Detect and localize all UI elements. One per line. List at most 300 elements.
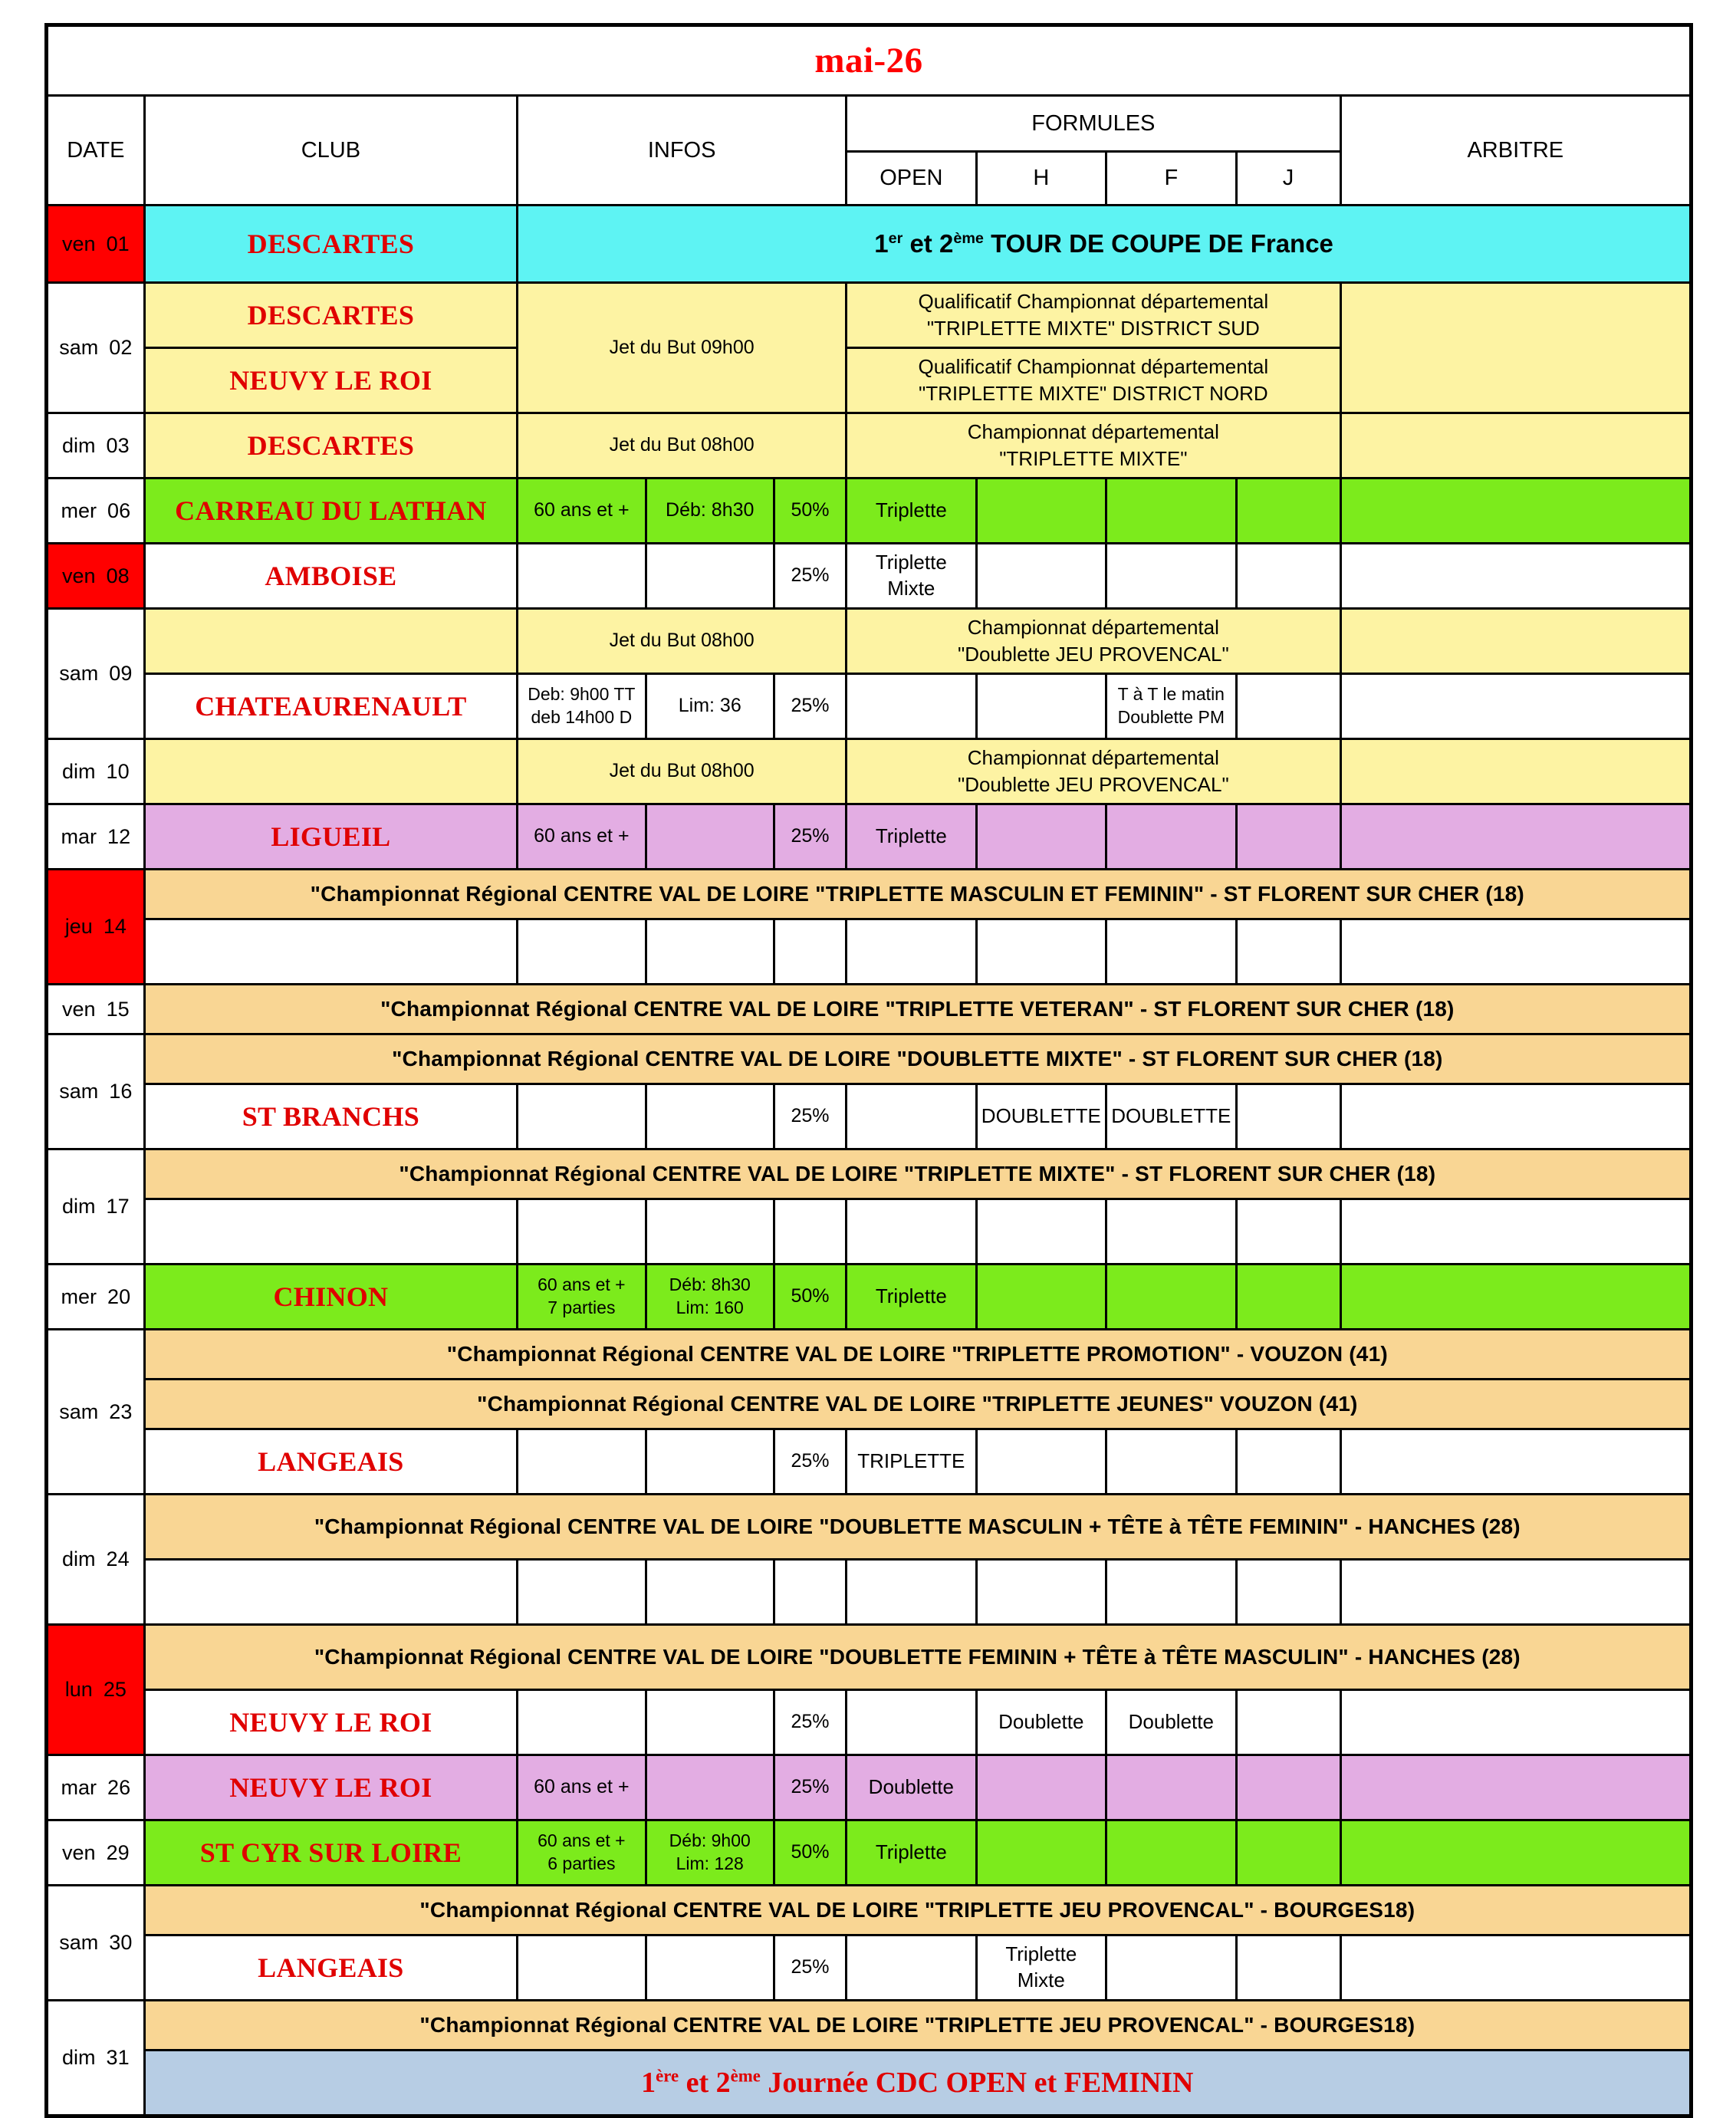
formule-text: Triplette — [875, 824, 947, 848]
formule-j-cell — [1236, 674, 1340, 739]
date-number: 08 — [106, 564, 130, 587]
date-number: 14 — [103, 915, 127, 938]
infos-start-cell — [646, 1935, 774, 2001]
club-label: LANGEAIS — [258, 1952, 404, 1983]
table-row — [47, 283, 1692, 348]
table-row — [47, 1199, 1692, 1265]
arbitre-cell — [1340, 1429, 1691, 1495]
infos-start-cell — [646, 919, 774, 985]
dept-championship-cell — [847, 413, 1340, 479]
date-number: 03 — [106, 433, 130, 457]
formule-j-cell — [1236, 804, 1340, 870]
formule-open-cell — [847, 544, 976, 609]
date-cell-26 — [47, 1755, 145, 1820]
infos-cell — [518, 413, 847, 479]
cdc-banner — [144, 2051, 1691, 2116]
info-text: 25% — [791, 1711, 830, 1733]
date-weekday: dim — [62, 1547, 96, 1570]
col-header-open: OPEN — [847, 152, 976, 206]
info-line2: Lim: 160 — [676, 1297, 744, 1317]
infos-start-cell — [646, 1265, 774, 1330]
date-weekday: mer — [61, 1284, 97, 1308]
date-cell-23 — [47, 1330, 145, 1495]
formule-h-cell — [976, 1755, 1106, 1820]
formule-text: Triplette — [875, 498, 947, 522]
formule-j-cell — [1236, 1755, 1340, 1820]
date-number: 25 — [103, 1678, 127, 1701]
coupe-de-france-banner — [518, 206, 1692, 283]
club-label: AMBOISE — [265, 561, 397, 591]
club-cell — [144, 1755, 518, 1820]
table-row — [47, 609, 1692, 674]
formule-f-cell — [1106, 1429, 1236, 1495]
date-number: 30 — [109, 1931, 133, 1954]
table-row — [47, 1820, 1692, 1886]
formule-f-cell — [1106, 1935, 1236, 2001]
formule-f-cell — [1106, 1084, 1236, 1149]
info-text: Déb: 8h30 — [666, 499, 755, 521]
table-row — [47, 479, 1692, 544]
club-cell — [144, 1935, 518, 2001]
info-text: 60 ans et + — [534, 499, 630, 521]
date-weekday: sam — [59, 336, 99, 359]
infos-pct-cell — [774, 1820, 846, 1886]
table-row — [47, 206, 1692, 283]
club-label: LIGUEIL — [271, 821, 391, 852]
formule-j-cell — [1236, 1084, 1340, 1149]
formule-line2: Mixte — [887, 577, 935, 600]
infos-start-cell — [646, 1084, 774, 1149]
infos-age-cell — [518, 804, 646, 870]
info-text: 50% — [791, 499, 830, 521]
club-cell — [144, 283, 518, 348]
infos-age-cell — [518, 1429, 646, 1495]
formule-text: Triplette — [875, 1284, 947, 1308]
formule-open-cell — [847, 1935, 976, 2001]
formule-open-cell — [847, 804, 976, 870]
dept-line2: "TRIPLETTE MIXTE" DISTRICT SUD — [926, 317, 1260, 340]
regional-championship-banner — [144, 1330, 1691, 1380]
cdc-post: Journée CDC OPEN et FEMININ — [760, 2067, 1194, 2099]
club-cell — [144, 413, 518, 479]
date-weekday: ven — [62, 564, 96, 587]
dept-championship-cell — [847, 609, 1340, 674]
formule-open-cell — [847, 479, 976, 544]
club-cell — [144, 206, 518, 283]
formule-open-cell — [847, 1084, 976, 1149]
date-weekday: mar — [61, 824, 97, 848]
info-line1: Déb: 9h00 — [669, 1830, 751, 1851]
formule-text: DOUBLETTE — [981, 1104, 1101, 1128]
regional-championship-banner — [144, 985, 1691, 1034]
table-row — [47, 1380, 1692, 1429]
col-header-j: J — [1236, 152, 1340, 206]
formule-j-cell — [1236, 1560, 1340, 1625]
infos-cell — [518, 609, 847, 674]
date-cell-06 — [47, 479, 145, 544]
dept-championship-cell — [847, 739, 1340, 804]
info-text: 25% — [791, 1105, 830, 1127]
club-label: NEUVY LE ROI — [229, 1707, 432, 1738]
cdc-text — [641, 2067, 1193, 2099]
date-number: 09 — [109, 662, 133, 685]
infos-pct-cell — [774, 1084, 846, 1149]
arbitre-cell — [1340, 283, 1691, 413]
date-number: 16 — [109, 1080, 133, 1103]
date-weekday: ven — [62, 1840, 96, 1864]
infos-start-cell — [646, 544, 774, 609]
date-cell-29 — [47, 1820, 145, 1886]
infos-cell — [518, 739, 847, 804]
date-number: 24 — [106, 1547, 130, 1570]
table-row — [47, 1084, 1692, 1149]
formule-f-cell — [1106, 1690, 1236, 1755]
formule-h-cell — [976, 1199, 1106, 1265]
info-text: Jet du But 09h00 — [609, 336, 755, 358]
info-line2: 7 parties — [547, 1297, 616, 1317]
club-label: LANGEAIS — [258, 1446, 404, 1477]
col-header-arbitre: ARBITRE — [1340, 96, 1691, 206]
club-label: NEUVY LE ROI — [229, 365, 432, 396]
date-weekday: jeu — [64, 915, 93, 938]
formule-line2: Doublette PM — [1117, 707, 1225, 727]
club-cell — [144, 479, 518, 544]
table-row — [47, 1429, 1692, 1495]
infos-age-cell — [518, 1199, 646, 1265]
info-text: 25% — [791, 1956, 830, 1978]
club-cell — [144, 739, 518, 804]
formule-text: Doublette — [1128, 1710, 1214, 1734]
banner-sup2: ème — [953, 230, 984, 247]
infos-age-cell — [518, 1820, 646, 1886]
formule-h-cell — [976, 1265, 1106, 1330]
date-number: 01 — [106, 232, 130, 255]
regional-text: "Championnat Régional CENTRE VAL DE LOIRE "DOUBLETTE MIXTE" - ST FLORENT SUR CHER (18) — [392, 1047, 1443, 1071]
regional-text: "Championnat Régional CENTRE VAL DE LOIRE "TRIPLETTE PROMOTION" - VOUZON (41) — [446, 1342, 1388, 1366]
info-text: 25% — [791, 1776, 830, 1798]
club-cell — [144, 348, 518, 413]
infos-pct-cell — [774, 1935, 846, 2001]
formule-open-cell — [847, 919, 976, 985]
arbitre-cell — [1340, 674, 1691, 739]
date-number: 26 — [107, 1775, 131, 1799]
date-number: 20 — [107, 1284, 131, 1308]
club-label: DESCARTES — [247, 430, 415, 461]
infos-age-cell — [518, 1935, 646, 2001]
regional-championship-banner — [144, 1149, 1691, 1199]
dept-line2: "Doublette JEU PROVENCAL" — [957, 773, 1229, 796]
infos-pct-cell — [774, 479, 846, 544]
club-label: ST CYR SUR LOIRE — [199, 1837, 462, 1868]
formule-j-cell — [1236, 1429, 1340, 1495]
date-cell-17 — [47, 1149, 145, 1265]
regional-text: "Championnat Régional CENTRE VAL DE LOIRE "TRIPLETTE VETERAN" - ST FLORENT SUR CHER (18) — [380, 997, 1455, 1021]
info-text: 50% — [791, 1841, 830, 1863]
date-number: 02 — [109, 336, 133, 359]
date-weekday: sam — [59, 1931, 99, 1954]
page-title: mai-26 — [814, 41, 923, 81]
date-cell-03 — [47, 413, 145, 479]
infos-age-cell — [518, 1690, 646, 1755]
info-line1: 60 ans et + — [538, 1830, 626, 1851]
banner-post: TOUR DE COUPE DE France — [983, 229, 1333, 258]
info-text: Lim: 36 — [678, 695, 741, 717]
formule-open-cell — [847, 1690, 976, 1755]
date-weekday: lun — [64, 1678, 93, 1701]
col-header-formules: FORMULES — [847, 96, 1340, 152]
formule-h-cell — [976, 919, 1106, 985]
club-cell — [144, 674, 518, 739]
formule-j-cell — [1236, 1265, 1340, 1330]
dept-line1: Qualificatif Championnat départemental — [918, 289, 1269, 313]
cdc-sup1: ère — [656, 2066, 679, 2086]
dept-championship-cell — [847, 283, 1340, 348]
arbitre-cell — [1340, 804, 1691, 870]
date-cell-25 — [47, 1625, 145, 1755]
club-cell — [144, 1199, 518, 1265]
arbitre-cell — [1340, 413, 1691, 479]
dept-line2: "TRIPLETTE MIXTE" DISTRICT NORD — [918, 382, 1268, 405]
date-cell-02 — [47, 283, 145, 413]
info-line1: Déb: 8h30 — [669, 1274, 751, 1295]
infos-pct-cell — [774, 674, 846, 739]
regional-championship-banner — [144, 1495, 1691, 1560]
formule-j-cell — [1236, 1820, 1340, 1886]
table-row — [47, 1495, 1692, 1560]
cdc-mid: et 2 — [679, 2067, 731, 2099]
formule-j-cell — [1236, 1935, 1340, 2001]
formule-f-cell — [1106, 919, 1236, 985]
regional-text: "Championnat Régional CENTRE VAL DE LOIRE "TRIPLETTE JEU PROVENCAL" - BOURGES18) — [419, 1898, 1415, 1922]
infos-start-cell — [646, 1429, 774, 1495]
date-cell-20 — [47, 1265, 145, 1330]
info-text: Jet du But 08h00 — [609, 434, 755, 456]
formule-f-cell — [1106, 1820, 1236, 1886]
table-row — [47, 1330, 1692, 1380]
formule-h-cell — [976, 1429, 1106, 1495]
date-number: 06 — [107, 498, 131, 522]
date-number: 10 — [106, 759, 130, 783]
club-cell — [144, 1560, 518, 1625]
infos-start-cell — [518, 674, 646, 739]
formule-f-cell — [1106, 674, 1236, 739]
date-weekday: mar — [61, 1775, 97, 1799]
header-row-top — [47, 96, 1692, 152]
date-weekday: sam — [59, 1080, 99, 1103]
infos-pct-cell — [774, 1690, 846, 1755]
infos-cell — [518, 283, 847, 413]
formule-text: TRIPLETTE — [857, 1449, 965, 1473]
formule-h-cell — [976, 479, 1106, 544]
col-header-f: F — [1106, 152, 1236, 206]
cdc-sup2: ème — [730, 2066, 761, 2086]
club-cell — [144, 609, 518, 674]
formule-open-cell — [847, 1560, 976, 1625]
col-header-h: H — [976, 152, 1106, 206]
formule-h-cell — [976, 544, 1106, 609]
table-row — [47, 1886, 1692, 1935]
regional-text: "Championnat Régional CENTRE VAL DE LOIRE "TRIPLETTE MIXTE" - ST FLORENT SUR CHER (18) — [399, 1162, 1436, 1186]
formule-open-cell — [847, 1429, 976, 1495]
date-cell-16 — [47, 1034, 145, 1149]
formule-f-cell — [1106, 1265, 1236, 1330]
infos-start-cell — [646, 1560, 774, 1625]
infos-start-cell — [646, 479, 774, 544]
formule-j-cell — [1236, 1690, 1340, 1755]
date-cell-24 — [47, 1495, 145, 1625]
formule-line2: Mixte — [1017, 1968, 1065, 1991]
dept-line2: "TRIPLETTE MIXTE" — [999, 447, 1188, 470]
club-cell — [144, 1429, 518, 1495]
formule-j-cell — [1236, 479, 1340, 544]
date-weekday: dim — [62, 759, 96, 783]
date-cell-31 — [47, 2001, 145, 2116]
infos-age-cell — [518, 1265, 646, 1330]
infos-start-cell — [646, 1820, 774, 1886]
club-cell — [144, 1690, 518, 1755]
dept-line1: Qualificatif Championnat départemental — [918, 354, 1269, 378]
table-row — [47, 1265, 1692, 1330]
arbitre-cell — [1340, 1560, 1691, 1625]
info-text: 25% — [791, 1450, 830, 1472]
date-cell-01 — [47, 206, 145, 283]
date-number: 15 — [106, 997, 130, 1021]
dept-line1: Championnat départemental — [967, 745, 1219, 769]
date-number: 23 — [109, 1399, 133, 1423]
arbitre-cell — [1340, 479, 1691, 544]
date-cell-08 — [47, 544, 145, 609]
table-row — [47, 2051, 1692, 2116]
infos-pct-cell — [774, 544, 846, 609]
date-weekday: dim — [62, 433, 96, 457]
date-weekday: dim — [62, 1195, 96, 1218]
info-line2: 6 parties — [547, 1853, 616, 1873]
infos-pct-cell — [774, 1755, 846, 1820]
club-label: DESCARTES — [247, 300, 415, 331]
info-line1: 60 ans et + — [538, 1274, 626, 1295]
arbitre-cell — [1340, 1820, 1691, 1886]
regional-championship-banner — [144, 2001, 1691, 2051]
infos-pct-cell — [774, 919, 846, 985]
formule-f-cell — [1106, 479, 1236, 544]
table-row — [47, 1690, 1692, 1755]
formule-line1: T à T le matin — [1117, 684, 1225, 705]
banner-sup1: er — [888, 230, 903, 247]
formule-h-cell — [976, 1820, 1106, 1886]
info-text: 25% — [791, 825, 830, 847]
info-text: 60 ans et + — [534, 1776, 630, 1798]
regional-text: "Championnat Régional CENTRE VAL DE LOIRE "DOUBLETTE FEMININ + TÊTE à TÊTE MASCULIN" - HANCHES (28) — [314, 1645, 1521, 1669]
table-row — [47, 804, 1692, 870]
arbitre-cell — [1340, 544, 1691, 609]
banner-pre: 1 — [874, 229, 889, 258]
table-row — [47, 2001, 1692, 2051]
regional-text: "Championnat Régional CENTRE VAL DE LOIRE "TRIPLETTE JEU PROVENCAL" - BOURGES18) — [419, 2013, 1415, 2037]
infos-start-cell — [646, 804, 774, 870]
col-header-date: DATE — [47, 96, 145, 206]
arbitre-cell — [1340, 1935, 1691, 2001]
table-row — [47, 1560, 1692, 1625]
club-cell — [144, 1820, 518, 1886]
date-weekday: dim — [62, 2046, 96, 2069]
date-weekday: ven — [62, 997, 96, 1021]
arbitre-cell — [1340, 739, 1691, 804]
formule-line1: Triplette — [1005, 1942, 1077, 1966]
infos-age-cell — [518, 544, 646, 609]
infos-start-cell — [646, 1755, 774, 1820]
table-row — [47, 870, 1692, 919]
table-row — [47, 544, 1692, 609]
regional-championship-banner — [144, 1380, 1691, 1429]
info-text: 60 ans et + — [534, 825, 630, 847]
club-cell — [144, 804, 518, 870]
date-weekday: mer — [61, 498, 97, 522]
table-row — [47, 985, 1692, 1034]
table-row — [47, 739, 1692, 804]
formule-h-cell — [976, 1935, 1106, 2001]
regional-championship-banner — [144, 1886, 1691, 1935]
table-row — [47, 1755, 1692, 1820]
arbitre-cell — [1340, 1755, 1691, 1820]
arbitre-cell — [1340, 609, 1691, 674]
date-weekday: sam — [59, 1399, 99, 1423]
club-cell — [144, 1265, 518, 1330]
date-number: 29 — [106, 1840, 130, 1864]
table-row — [47, 413, 1692, 479]
info-line2: deb 14h00 D — [531, 707, 633, 727]
regional-text: "Championnat Régional CENTRE VAL DE LOIRE "TRIPLETTE MASCULIN ET FEMININ" - ST FLORENT SUR CHER (18) — [310, 882, 1524, 906]
banner-text — [874, 229, 1333, 258]
arbitre-cell — [1340, 1084, 1691, 1149]
regional-championship-banner — [144, 1034, 1691, 1084]
formule-text: Doublette — [998, 1710, 1084, 1734]
club-label: ST BRANCHS — [242, 1101, 420, 1132]
table-row — [47, 919, 1692, 985]
info-text: Jet du But 08h00 — [609, 760, 755, 782]
formule-j-cell — [1236, 1199, 1340, 1265]
month-title-cell — [47, 25, 1692, 96]
date-cell-30 — [47, 1886, 145, 2001]
table-row — [47, 1625, 1692, 1690]
table-row — [47, 1034, 1692, 1084]
regional-text: "Championnat Régional CENTRE VAL DE LOIRE "TRIPLETTE JEUNES" VOUZON (41) — [477, 1392, 1358, 1416]
regional-text: "Championnat Régional CENTRE VAL DE LOIRE "DOUBLETTE MASCULIN + TÊTE à TÊTE FEMININ" - HANCHES (28) — [314, 1515, 1521, 1538]
arbitre-cell — [1340, 1199, 1691, 1265]
dept-line1: Championnat départemental — [967, 419, 1219, 443]
formule-text: Doublette — [868, 1775, 954, 1799]
regional-championship-banner — [144, 1625, 1691, 1690]
table-row — [47, 1149, 1692, 1199]
formule-h-cell — [976, 1690, 1106, 1755]
infos-pct-cell — [774, 1560, 846, 1625]
date-number: 31 — [106, 2046, 130, 2069]
date-cell-14 — [47, 870, 145, 985]
formule-open-cell — [847, 1265, 976, 1330]
arbitre-cell — [1340, 1690, 1691, 1755]
infos-age-cell — [518, 479, 646, 544]
title-row — [47, 25, 1692, 96]
club-label: DESCARTES — [247, 229, 415, 259]
formule-line1: Triplette — [875, 551, 947, 574]
infos-pct-cell — [774, 1265, 846, 1330]
schedule-table — [44, 23, 1693, 2118]
date-number: 12 — [107, 824, 131, 848]
regional-championship-banner — [144, 870, 1691, 919]
formule-h-cell — [976, 674, 1106, 739]
info-line1: Deb: 9h00 TT — [528, 684, 636, 705]
col-header-infos: INFOS — [518, 96, 847, 206]
club-label: NEUVY LE ROI — [229, 1772, 432, 1803]
